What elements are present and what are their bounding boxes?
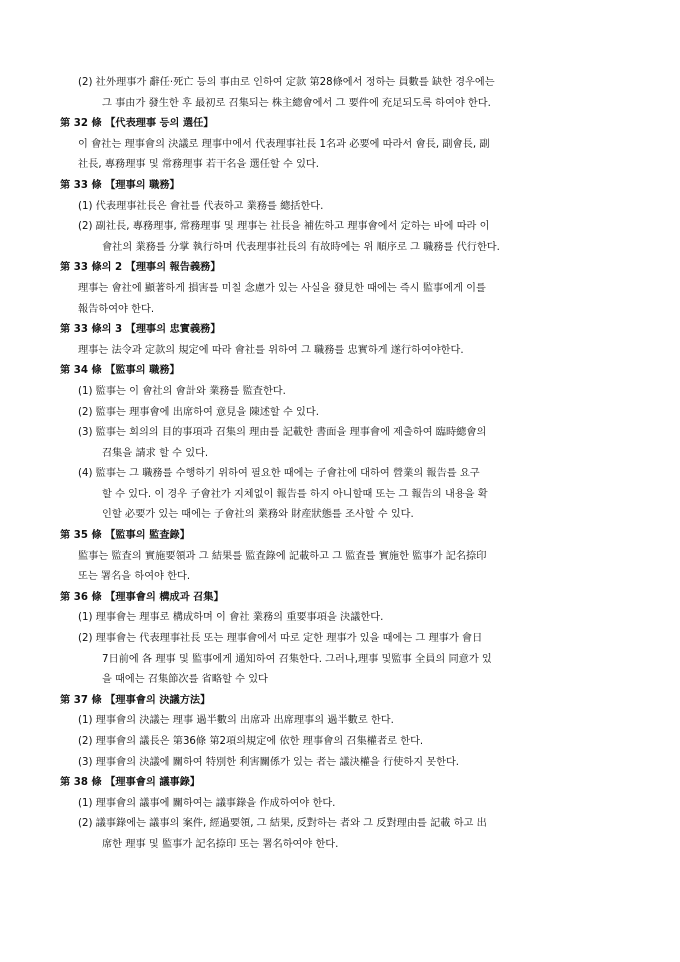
clause-continuation: 그 事由가 發生한 후 最初로 召集되는 株主總會에서 그 要件에 充足되도록 하여야 한다. xyxy=(102,97,491,109)
clause-continuation: 席한 理事 및 監事가 記名捺印 또는 署名하여야 한다. xyxy=(102,838,339,850)
clause-line: (2) 社外理事가 辭任·死亡 등의 事由로 인하여 定款 第28條에서 정하는 員數를 缺한 경우에는 xyxy=(78,77,495,88)
article-heading: 第 35 條 【監事의 監査錄】 xyxy=(60,530,190,542)
article-heading: 第 32 條 【代表理事 등의 選任】 xyxy=(60,118,214,130)
clause-continuation: 會社의 業務를 分掌 執行하며 代表理事社長의 有故時에는 위 順序로 그 職務를 代行한다. xyxy=(102,241,500,253)
clause-continuation: 인할 必要가 있는 때에는 子會社의 業務와 財産狀態를 조사할 수 있다. xyxy=(102,509,414,521)
clause-line: (2) 理事會는 代表理事社長 또는 理事會에서 따로 定한 理事가 있을 때에는 그 理事가 會日 xyxy=(78,633,483,645)
article-paragraph: 理事는 法令과 定款의 規定에 따라 會社를 위하여 그 職務를 忠實하게 遂行하여야한다. xyxy=(78,344,464,356)
article-heading: 第 36 條 【理事會의 構成과 召集】 xyxy=(60,591,224,603)
clause-line: (1) 理事會의 決議는 理事 過半數의 出席과 出席理事의 過半數로 한다. xyxy=(78,715,394,727)
article-paragraph: 이 會社는 理事會의 決議로 理事中에서 代表理事社長 1名과 必要에 따라서 會長, 副會長, 副 xyxy=(78,138,490,150)
clause-line: (2) 議事錄에는 議事의 案件, 經過要領, 그 結果, 反對하는 者와 그 反對理由를 記載 하고 出 xyxy=(78,818,487,830)
articles-of-incorporation-text xyxy=(60,73,630,856)
clause-line: (2) 副社長, 專務理事, 常務理事 및 理事는 社長을 補佐하고 理事會에서 定하는 바에 따라 이 xyxy=(78,221,490,233)
article-paragraph: 또는 署名을 하여야 한다. xyxy=(78,571,191,583)
clause-line: (1) 代表理事社長은 會社를 代表하고 業務를 總括한다. xyxy=(78,200,324,212)
clause-continuation: 할 수 있다. 이 경우 子會社가 지체없이 報告를 하지 아니할때 또는 그 報告의 내용을 확 xyxy=(102,488,488,500)
clause-continuation: 을 때에는 召集節次를 省略할 수 있다 xyxy=(102,674,268,686)
clause-line: (2) 理事會의 議長은 第36條 第2項의規定에 依한 理事會의 召集權者로 한다. xyxy=(78,736,424,747)
clause-continuation: 召集을 請求 할 수 있다. xyxy=(102,447,209,459)
article-heading: 第 37 條 【理事會의 決議方法】 xyxy=(60,694,211,706)
article-paragraph: 社長, 專務理事 및 常務理事 若干名을 選任할 수 있다. xyxy=(78,159,320,171)
clause-line: (1) 理事會의 議事에 關하여는 議事錄을 作成하여야 한다. xyxy=(78,797,336,809)
article-heading: 第 33 條 【理事의 職務】 xyxy=(60,179,180,191)
clause-line: (1) 監事는 이 會社의 會計와 業務를 監査한다. xyxy=(78,385,286,397)
article-heading: 第 33 條의 2 【理事의 報告義務】 xyxy=(60,262,221,274)
clause-line: (3) 監事는 회의의 目的事項과 召集의 理由를 記載한 書面을 理事會에 제출하여 臨時總會의 xyxy=(78,427,487,439)
article-paragraph: 監事는 監査의 實施要領과 그 結果를 監査錄에 記載하고 그 監査를 實施한 監事가 記名捺印 xyxy=(78,550,487,562)
clause-line: (4) 監事는 그 職務를 수행하기 위하여 필요한 때에는 子會社에 대하여 營業의 報告를 요구 xyxy=(78,468,480,480)
article-heading: 第 33 條의 3 【理事의 忠實義務】 xyxy=(60,324,221,336)
article-paragraph: 報告하여야 한다. xyxy=(78,303,155,315)
article-heading: 第 38 條 【理事會의 議事錄】 xyxy=(60,777,201,789)
clause-line: (2) 監事는 理事會에 出席하여 意見을 陳述할 수 있다. xyxy=(78,406,319,418)
clause-line: (1) 理事會는 理事로 構成하며 이 會社 業務의 重要事項을 決議한다. xyxy=(78,612,384,624)
article-paragraph: 理事는 會社에 顯著하게 損害를 미칠 念慮가 있는 사실을 發見한 때에는 즉시 監事에게 이를 xyxy=(78,282,486,294)
article-heading: 第 34 條 【監事의 職務】 xyxy=(60,365,180,377)
clause-line: (3) 理事會의 決議에 關하여 特別한 利害關係가 있는 者는 議決權을 行使하지 못한다. xyxy=(78,756,460,768)
clause-continuation: 7日前에 各 理事 및 監事에게 通知하여 召集한다. 그러나,理事 및監事 全員의 同意가 있 xyxy=(102,653,492,665)
